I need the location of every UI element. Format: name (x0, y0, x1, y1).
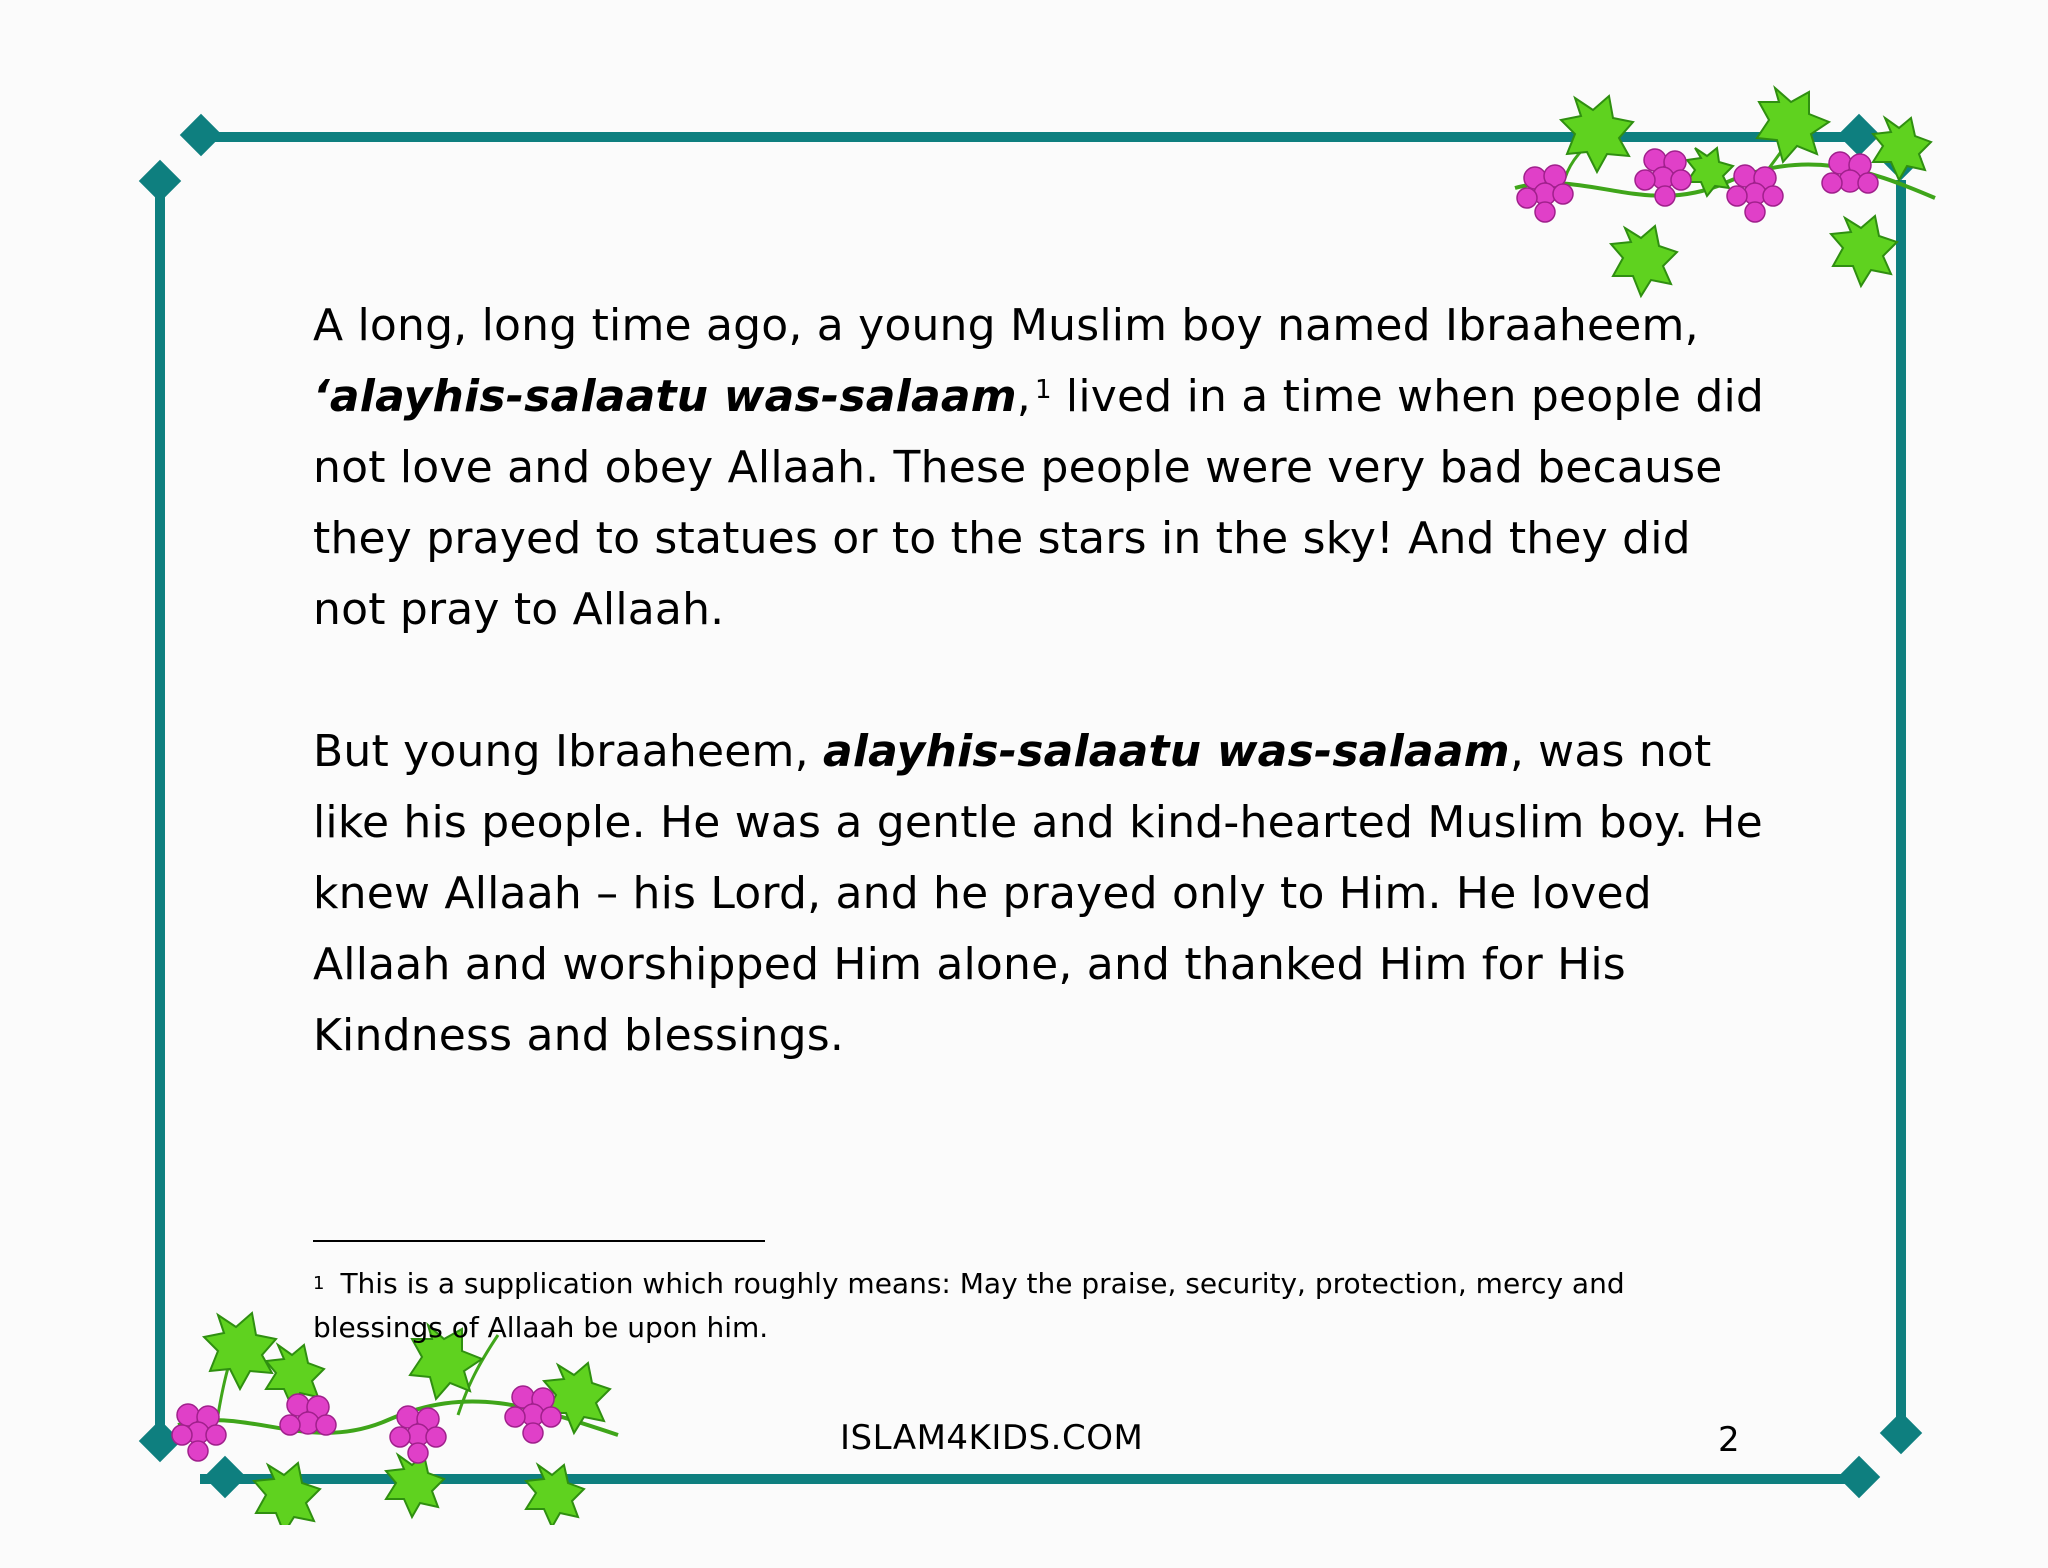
footnote-divider (313, 1240, 765, 1242)
border-right (1896, 180, 1906, 1440)
story-text (313, 290, 1773, 1071)
paragraph-1-rest: lived in a time when people did not love and obey Allaah. These people were very bad because they prayed to statues or to the stars in the sky! And they did not pray to Allaah. (313, 371, 1765, 635)
grape-vine-top-right (1505, 78, 1945, 308)
corner-diamond-bottom-right-b (1838, 1456, 1880, 1498)
corner-diamond-top-left-a (180, 114, 222, 156)
footnote-reference: 1 (1034, 375, 1052, 405)
corner-diamond-top-left-b (139, 160, 181, 202)
page-number: 2 (1718, 1420, 1740, 1460)
paragraph-2 (313, 716, 1773, 1071)
paragraph-1 (313, 290, 1773, 645)
paragraph-2-rest: , was not like his people. He was a gentle and kind-hearted Muslim boy. He knew Allaah – his Lord, and he prayed only to Him. He loved Allaah and worshipped Him alone, and thanked Him for His Kindness and blessings. (313, 726, 1763, 1061)
paragraph-1-line-1: A long, long time ago, a young Muslim boy named Ibraaheem, (313, 300, 1699, 351)
paragraph-2-start: But young Ibraaheem, (313, 726, 823, 777)
corner-diamond-bottom-right-a (1880, 1412, 1922, 1454)
honorific-1-comma: , (1016, 371, 1031, 422)
footnote-number: 1 (313, 1273, 325, 1294)
honorific-1: ‘alayhis-salaatu was-salaam (313, 371, 1017, 422)
footnote (313, 1262, 1743, 1350)
footer-site-name: ISLAM4KIDS.COM (840, 1418, 1144, 1458)
honorific-2: alayhis-salaatu was-salaam (822, 726, 1510, 777)
border-left (155, 180, 165, 1440)
footnote-text: This is a supplication which roughly means: May the praise, security, protection, mercy and blessings of Allaah be upon him. (313, 1267, 1625, 1344)
